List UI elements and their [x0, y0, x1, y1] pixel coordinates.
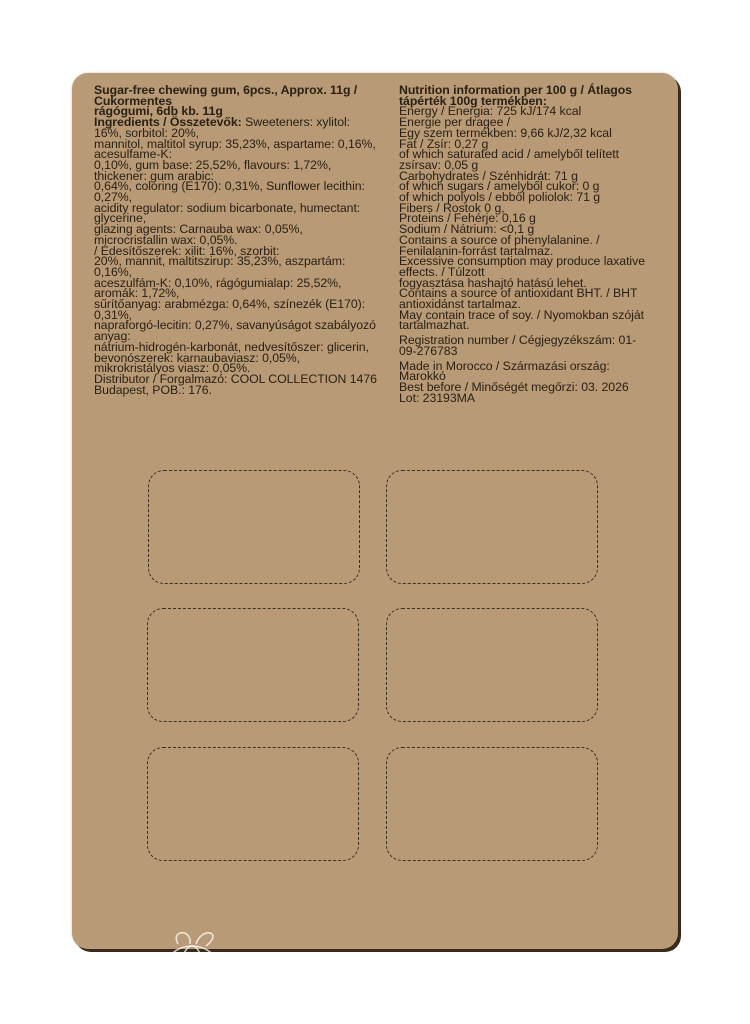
ingredients-line: 0,10%, gum base: 25,52%, flavours: 1,72%,	[94, 157, 332, 172]
gum-slot	[386, 608, 598, 722]
ingredients-line: aceszulfám-K: 0,10%, rágógumialap: 25,52%,	[94, 275, 342, 290]
ingredients-line: 0,31%,	[94, 307, 132, 322]
nutrition-line: Egy szem termékben: 9,66 kJ/2,32 kcal	[399, 125, 612, 140]
registration-line: 09-276783	[399, 343, 458, 358]
gift-logo-icon	[140, 918, 240, 1018]
nutrition-line: Carbohydrates / Szénhidrát: 71 g	[399, 168, 578, 183]
ingredients-line: microcristallin wax: 0,05%.	[94, 232, 238, 247]
nutrition-heading: Nutrition information per 100 g / Átlagos	[399, 83, 632, 97]
ingredients-line: napraforgó-lecitin: 0,27%, savanyúságot szabályozó	[94, 318, 376, 333]
nutrition-line: Energie per dragee /	[399, 115, 511, 130]
ingredients-line: thickener: gum arabic:	[94, 168, 214, 183]
nutrition-line: of which sugars / amelyből cukor: 0 g	[399, 179, 600, 194]
nutrition-heading: tápérték 100g termékben:	[399, 93, 547, 108]
warning-line: Contains a source of antioxidant BHT. / BHT	[399, 286, 638, 301]
warning-line: tartalmazhat.	[399, 318, 470, 333]
ingredients-line: acidity regulator: sodium bicarbonate, humectant:	[94, 200, 361, 215]
warning-line: Excessive consumption may produce laxative	[399, 254, 646, 269]
ingredients-line: mikrokristályos viasz: 0,05%.	[94, 361, 251, 376]
ingredients-line: glazing agents: Carnauba wax: 0,05%,	[94, 222, 303, 237]
nutrition-line: of which polyols / ebből poliolok: 71 g	[399, 190, 601, 205]
registration-line: Registration number / Cégjegyzékszám: 01-	[399, 333, 637, 348]
ingredients-line: 0,27%,	[94, 190, 132, 205]
ingredients-line: 16%, sorbitol: 20%,	[94, 125, 199, 140]
warning-line: Contains a source of phenylalanine. /	[399, 232, 600, 247]
distributor-line: Distributor / Forgalmazó: COOL COLLECTION 1476	[94, 371, 377, 386]
product-title-line: rágógumi, 6db kb. 11g	[94, 104, 223, 119]
ingredients-line: / Édesítőszerek: xilit: 16%, szorbit:	[94, 243, 280, 258]
ingredients-text: Sweeteners: xylitol:	[241, 115, 351, 130]
nutrition-line: Fibers / Rostok 0 g,	[399, 200, 505, 215]
warning-line: Fenilalanin-forrást tartalmaz.	[399, 243, 554, 258]
origin-line: Marokkó	[399, 369, 446, 384]
gum-slot	[148, 470, 360, 584]
watermark-text: www.darcekyprefirmy.sk	[255, 966, 603, 995]
ingredients-column	[94, 85, 394, 395]
gum-slot	[147, 747, 359, 861]
ingredients-line: mannitol, maltitol syrup: 35,23%, aspartame: 0,16%,	[94, 136, 376, 151]
ingredients-line: anyag:	[94, 329, 131, 344]
gum-slot	[147, 608, 359, 722]
nutrition-line: Fat / Zsír: 0,27 g	[399, 136, 489, 151]
ingredients-line: 0,64%, coloring (E170): 0,31%, Sunflower lecithin:	[94, 179, 365, 194]
warning-line: effects. / Túlzott	[399, 264, 485, 279]
warning-line: fogyasztása hashajtó hatású lehet.	[399, 275, 587, 290]
product-back-card	[72, 73, 678, 949]
ingredients-line: 0,16%,	[94, 264, 132, 279]
nutrition-column	[399, 85, 664, 403]
nutrition-line: Sodium / Nátrium: <0,1 g	[399, 222, 535, 237]
distributor-line: Budapest, POB.: 176.	[94, 382, 212, 397]
nutrition-line: zsírsav: 0,05 g	[399, 157, 479, 172]
ingredients-heading: Ingredients / Összetevők:	[94, 115, 242, 130]
ingredients-line: glycerine,	[94, 211, 147, 226]
product-title-line: Sugar-free chewing gum, 6pcs., Approx. 11g /	[94, 83, 358, 97]
ingredients-line: bevonószerek: karnaubaviasz: 0,05%,	[94, 350, 301, 365]
ingredients-line: nátrium-hidrogén-karbonát, nedvesítőszer: glicerin,	[94, 339, 369, 354]
origin-line: Made in Morocco / Származási ország:	[399, 358, 610, 373]
ingredients-line: sűrítőanyag: arabmézga: 0,64%, színezék (E170):	[94, 297, 366, 312]
ingredients-line: aromák: 1,72%,	[94, 286, 180, 301]
nutrition-line: Energy / Energia: 725 kJ/174 kcal	[399, 104, 582, 119]
best-before-line: Best before / Minőségét megőrzi: 03. 2026	[399, 379, 629, 394]
gum-slot	[386, 470, 598, 584]
ingredients-line: acesulfame-K:	[94, 147, 172, 162]
product-title-line: Cukormentes	[94, 93, 173, 108]
warning-line: May contain trace of soy. / Nyomokban szóját	[399, 307, 644, 322]
warning-line: antioxidánst tartalmaz.	[399, 297, 521, 312]
nutrition-line: of which saturated acid / amelyből telített	[399, 147, 619, 162]
lot-line: Lot: 23193MA	[399, 390, 475, 405]
ingredients-line: 20%, mannit, maltitszirup: 35,23%, aszpartám:	[94, 254, 346, 269]
gum-slot	[386, 747, 598, 861]
nutrition-line: Proteins / Fehérje: 0,16 g	[399, 211, 536, 226]
